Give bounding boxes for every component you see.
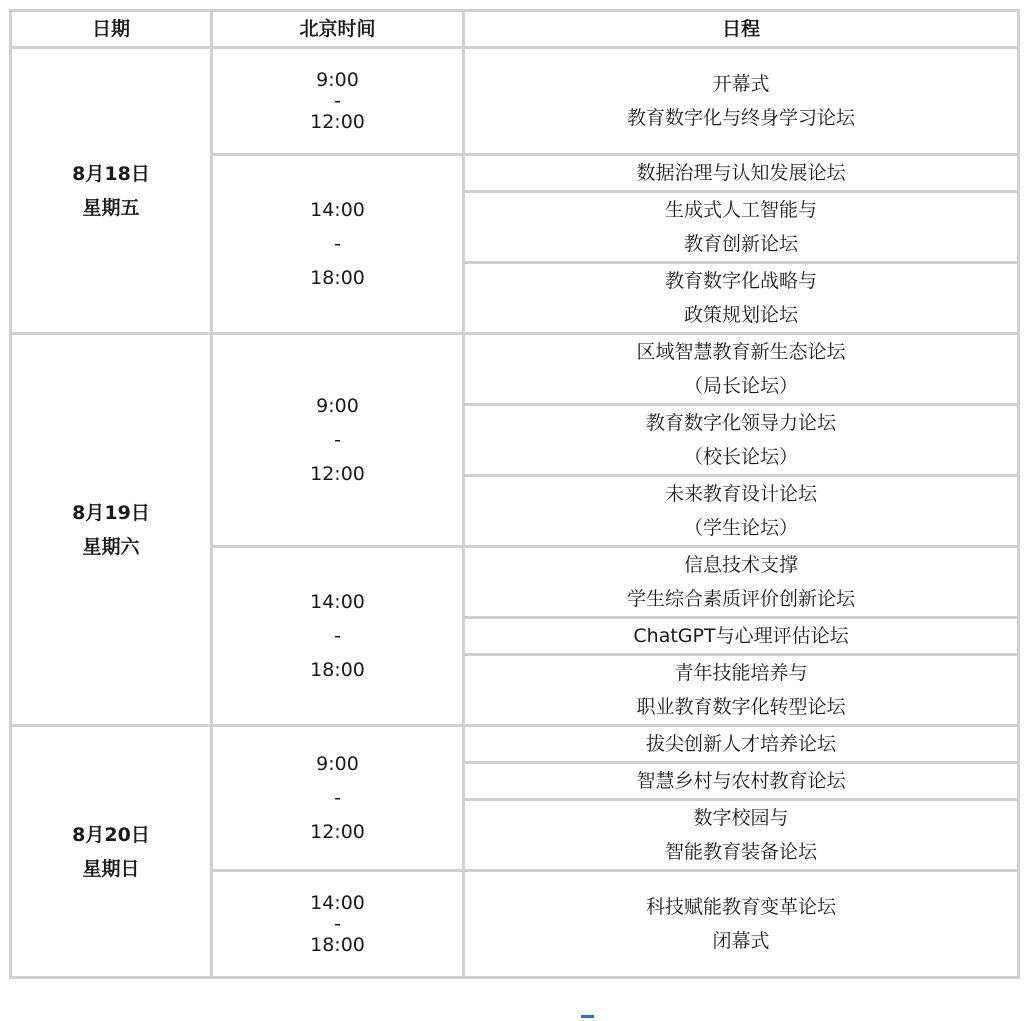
weekday-label: 星期六 (82, 535, 140, 558)
header-time: 北京时间 (212, 11, 464, 48)
date-cell (11, 334, 212, 726)
session-line: 职业教育数字化转型论坛 (636, 696, 846, 718)
time-start: 14:00 (310, 199, 365, 221)
time-end: 12:00 (310, 463, 365, 485)
time-start: 14:00 (310, 591, 365, 613)
session-line: 政策规划论坛 (683, 304, 798, 326)
session-line: 青年技能培养与 (674, 662, 808, 684)
session-cell (464, 155, 1019, 192)
page-indicator[interactable] (581, 1015, 594, 1018)
date-label: 8月20日 (72, 823, 150, 846)
session-line: 数字校园与 (693, 807, 789, 829)
time-cell (212, 155, 464, 334)
time-separator: - (334, 787, 341, 809)
date-cell (11, 48, 212, 334)
time-separator: - (334, 429, 341, 451)
table-row (11, 726, 1019, 763)
session-line: 信息技术支撑 (683, 554, 798, 576)
session-line: 闭幕式 (712, 930, 770, 952)
session-line: 生成式人工智能与 (664, 199, 817, 221)
session-line: 学生综合素质评价创新论坛 (626, 588, 855, 610)
session-cell (464, 405, 1019, 476)
time-end: 18:00 (310, 933, 365, 956)
date-label: 8月19日 (72, 501, 150, 524)
date-label: 8月18日 (72, 162, 150, 185)
session-cell (464, 263, 1019, 334)
time-cell (212, 334, 464, 547)
time-start: 9:00 (316, 395, 359, 417)
session-cell (464, 334, 1019, 405)
time-separator: - (334, 233, 341, 255)
session-cell (464, 48, 1019, 155)
time-cell (212, 726, 464, 871)
session-cell (464, 763, 1019, 800)
session-cell (464, 618, 1019, 655)
session-cell (464, 800, 1019, 871)
session-line: 智能教育装备论坛 (664, 841, 817, 863)
time-start: 14:00 (310, 891, 365, 914)
time-cell (212, 547, 464, 726)
table-row (11, 48, 1019, 155)
session-line: 教育数字化领导力论坛 (645, 412, 836, 434)
table-row (11, 334, 1019, 405)
header-schedule: 日程 (464, 11, 1019, 48)
session-line: 智慧乡村与农村教育论坛 (636, 770, 846, 792)
weekday-label: 星期日 (82, 857, 140, 880)
date-cell (11, 726, 212, 978)
session-line: 拔尖创新人才培养论坛 (645, 733, 836, 755)
time-end: 18:00 (310, 659, 365, 681)
time-cell (212, 48, 464, 155)
time-start: 9:00 (316, 68, 359, 91)
time-cell (212, 871, 464, 978)
session-cell (464, 726, 1019, 763)
session-line: 区域智慧教育新生态论坛 (636, 341, 846, 363)
session-line: 教育创新论坛 (683, 233, 798, 255)
session-line: 开幕式 (712, 73, 770, 95)
header-row (11, 11, 1019, 48)
time-end: 12:00 (310, 110, 365, 133)
weekday-label: 星期五 (82, 196, 140, 219)
schedule-table (9, 9, 1020, 979)
session-line: 数据治理与认知发展论坛 (636, 162, 846, 184)
session-line: ChatGPT与心理评估论坛 (633, 625, 849, 647)
session-line: （校长论坛） (683, 446, 798, 468)
session-line: 教育数字化战略与 (664, 270, 817, 292)
header-date: 日期 (11, 11, 212, 48)
session-cell (464, 655, 1019, 726)
session-line: （局长论坛） (683, 375, 798, 397)
session-cell (464, 476, 1019, 547)
session-line: 未来教育设计论坛 (664, 483, 817, 505)
time-separator: - (334, 912, 341, 935)
time-separator: - (334, 625, 341, 647)
time-separator: - (334, 89, 341, 112)
time-end: 12:00 (310, 821, 365, 843)
session-line: （学生论坛） (683, 517, 798, 539)
time-end: 18:00 (310, 267, 365, 289)
session-line: 科技赋能教育变革论坛 (645, 896, 836, 918)
time-start: 9:00 (316, 753, 359, 775)
session-line: 教育数字化与终身学习论坛 (626, 107, 855, 129)
session-cell (464, 192, 1019, 263)
session-cell (464, 871, 1019, 978)
session-cell (464, 547, 1019, 618)
